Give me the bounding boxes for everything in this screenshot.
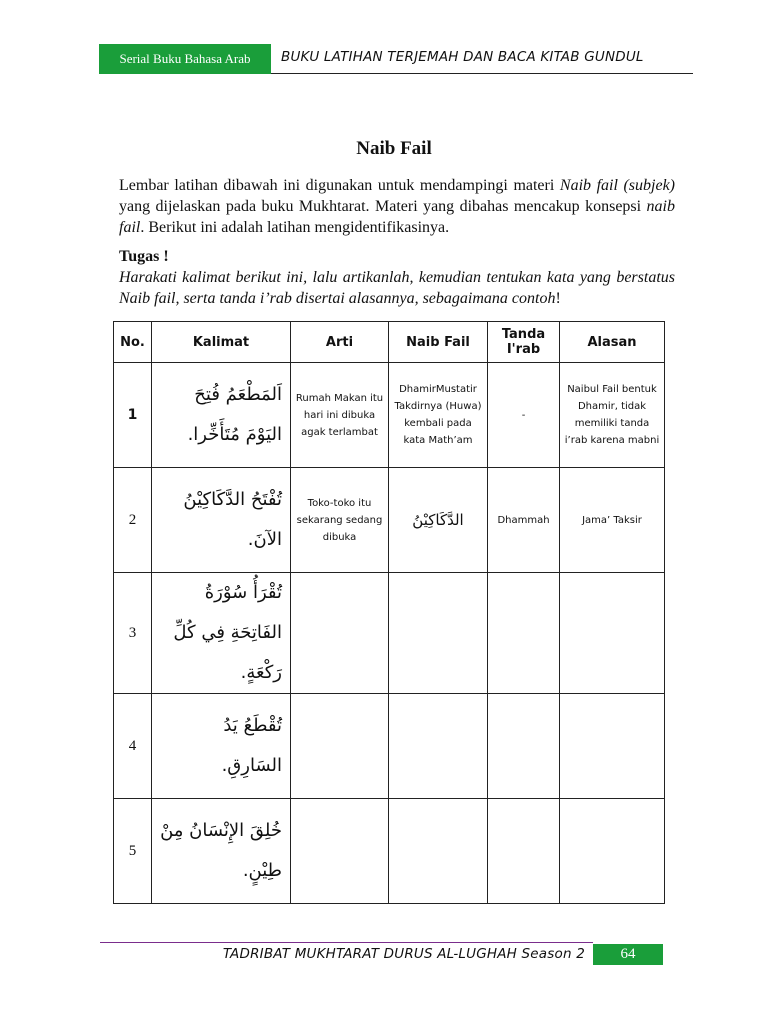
tanda-irab-cell [488,799,560,904]
page-title: Naib Fail [356,138,432,159]
series-label: Serial Buku Bahasa Arab [99,44,271,74]
page-header [99,44,693,74]
tanda-irab-cell: Dhammah [488,468,560,573]
row-number: 4 [114,694,152,799]
table-row [114,573,665,694]
naib-fail-cell [389,573,488,694]
alasan-cell [560,694,665,799]
arti-cell: Rumah Makan itu hari ini dibuka agak terlambat [291,363,389,468]
kalimat-cell: خُلِقَ الإِنْسَانُ مِنْ طِيْنٍ. [152,799,291,904]
row-number: 2 [114,468,152,573]
header-kalimat: Kalimat [152,322,291,363]
alasan-cell: Naibul Fail bentuk Dhamir, tidak memiliki tanda i’rab karena mabni [560,363,665,468]
intro-text-3: . Berikut ini adalah latihan mengidentifikasinya. [140,219,450,236]
kalimat-cell: تُقْرَأُ سُوْرَةُ الفَاتِحَةِ فِي كُلِّ رَكْعَةٍ. [152,573,291,694]
book-title: BUKU LATIHAN TERJEMAH DAN BACA KITAB GUNDUL [281,49,644,65]
page-number: 64 [593,944,663,965]
arti-cell [291,694,389,799]
table-header-row [114,322,665,363]
kalimat-cell: اَلمَطْعَمُ فُتِحَ اليَوْمَ مُتَأَخِّرا. [152,363,291,468]
row-number: 3 [114,573,152,694]
naib-fail-cell: الدَّكَاكِيْنُ [389,468,488,573]
header-naib-fail: Naib Fail [389,322,488,363]
arti-cell: Toko-toko itu sekarang sedang dibuka [291,468,389,573]
header-no: No. [114,322,152,363]
intro-emphasis-1: Naib fail (subjek) [559,177,676,194]
header-arti: Arti [291,322,389,363]
row-number: 5 [114,799,152,904]
table-row [114,363,665,468]
naib-fail-cell: DhamirMustatir Takdirnya (Huwa) kembali pada kata Math’am [389,363,488,468]
table-row [114,694,665,799]
task-text: Harakati kalimat berikut ini, lalu artikanlah, kemudian tentukan kata yang berstatus Naib fail, serta tanda i’rab disertai alasannya, sebagaimana contoh [119,269,675,307]
header-alasan: Alasan [560,322,665,363]
table-row [114,799,665,904]
task-end: ! [555,290,561,307]
alasan-cell [560,573,665,694]
table-row [114,468,665,573]
header-tanda-irab: Tanda I'rab [488,322,560,363]
naib-fail-cell [389,799,488,904]
kalimat-cell: تُفْتَحُ الدَّكَاكِيْنُ الآنَ. [152,468,291,573]
row-number: 1 [114,363,152,468]
arti-cell [291,799,389,904]
tanda-irab-cell [488,694,560,799]
tanda-irab-cell: - [488,363,560,468]
intro-text-2: yang dijelaskan pada buku Mukhtarat. Materi yang dibahas mencakup konsepsi [119,198,647,215]
alasan-cell [560,799,665,904]
alasan-cell: Jama’ Taksir [560,468,665,573]
tanda-irab-cell [488,573,560,694]
intro-text-1: Lembar latihan dibawah ini digunakan untuk mendampingi materi [119,177,560,194]
task-label: Tugas ! [119,248,169,265]
intro-paragraph [119,175,675,238]
kalimat-cell: تُقْطَعُ يَدُ السَارِقِ. [152,694,291,799]
naib-fail-cell [389,694,488,799]
exercise-table [113,321,665,904]
arti-cell [291,573,389,694]
footer-rule [100,942,593,943]
footer-title: TADRIBAT MUKHTARAT DURUS AL-LUGHAH Season 2 [222,946,585,962]
intro-emphasis-2: naib fail [119,198,675,236]
page-footer [100,939,663,965]
header-rule [271,73,693,74]
task-instructions [119,267,675,309]
